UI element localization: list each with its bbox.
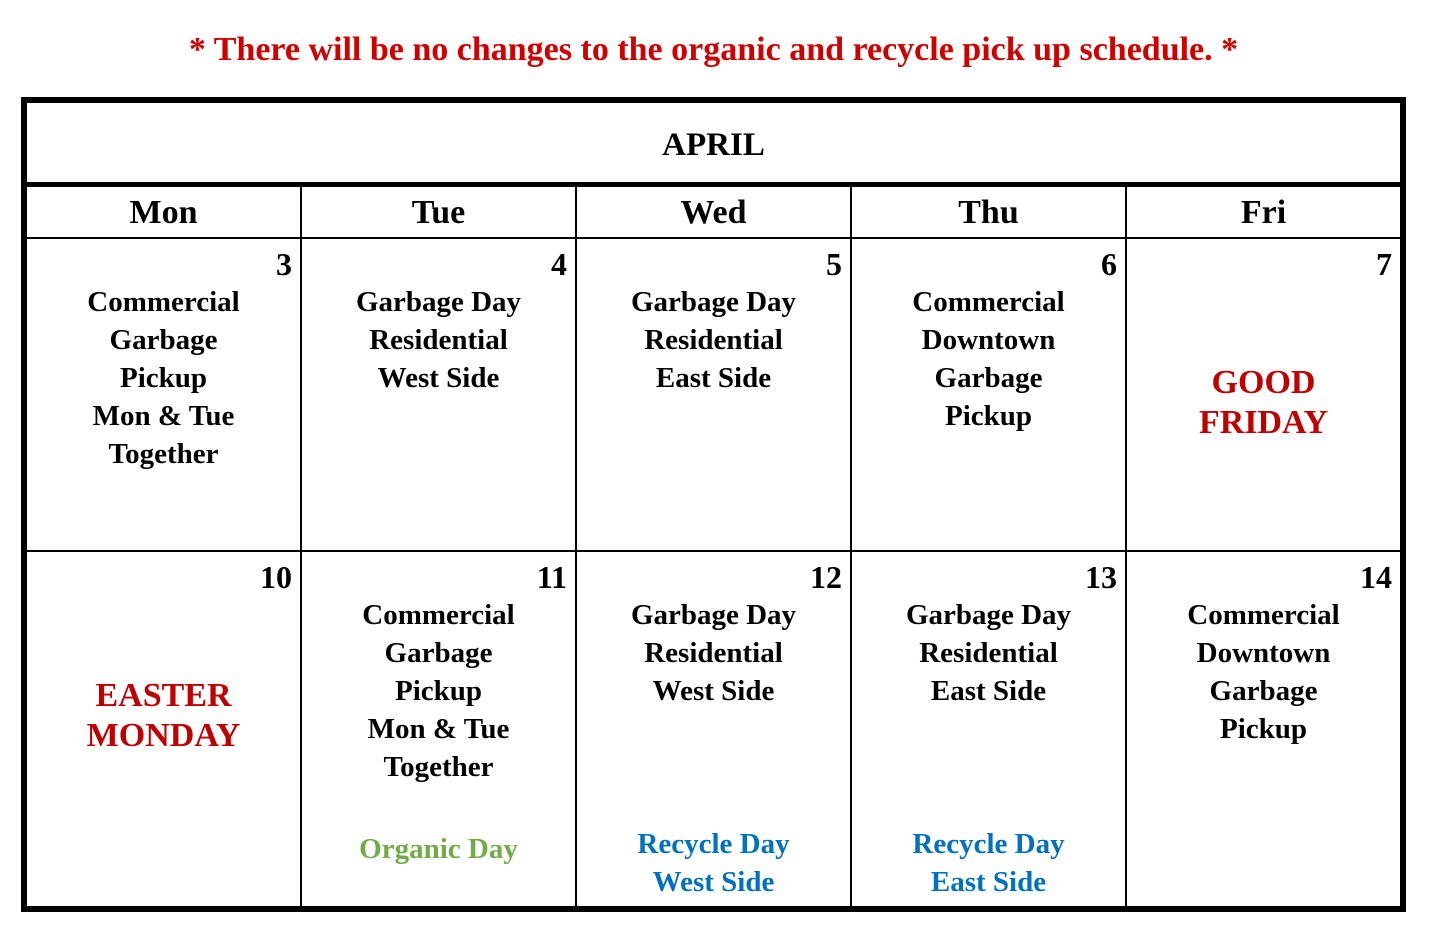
pickup-event (852, 283, 1125, 435)
event-line: Pickup (394, 675, 483, 707)
event-line: Residential (369, 324, 508, 356)
day-cell-11 (302, 552, 577, 906)
holiday-line: MONDAY (86, 717, 241, 754)
event-line: West Side (377, 362, 500, 394)
calendar (21, 97, 1406, 912)
event-line: Garbage Day (355, 286, 522, 318)
event-line: Commercial (87, 286, 240, 318)
weekday-thu: Thu (852, 187, 1127, 237)
event-line: Garbage Day (630, 599, 797, 631)
month-title: APRIL (27, 103, 1400, 187)
event-line: Pickup (119, 362, 208, 394)
date-number: 4 (551, 246, 567, 282)
event-line: Garbage (384, 637, 493, 669)
weekday-mon: Mon (27, 187, 302, 237)
event-line: Downtown (921, 324, 1056, 356)
date-number: 14 (1360, 559, 1392, 595)
event-line: Commercial (362, 599, 515, 631)
event-line: Mon & Tue (367, 713, 510, 745)
recycle-line: West Side (652, 866, 775, 898)
day-cell-4 (302, 239, 577, 550)
event-line: Downtown (1196, 637, 1331, 669)
pickup-event (577, 283, 850, 397)
holiday-label (1127, 363, 1400, 443)
date-number: 11 (536, 559, 567, 595)
day-cell-10 (27, 552, 302, 906)
day-cell-13 (852, 552, 1127, 906)
day-cell-14 (1127, 552, 1400, 906)
holiday-line: EASTER (95, 677, 232, 714)
event-line: Together (108, 438, 219, 470)
date-number: 10 (260, 559, 292, 595)
weekday-wed: Wed (577, 187, 852, 237)
holiday-label (27, 676, 300, 756)
day-cell-3 (27, 239, 302, 550)
holiday-line: FRIDAY (1198, 404, 1329, 441)
recycle-line: East Side (930, 866, 1047, 898)
date-number: 12 (810, 559, 842, 595)
pickup-event (302, 283, 575, 397)
event-line: Together (383, 751, 494, 783)
event-line: Garbage (934, 362, 1043, 394)
event-line: Commercial (912, 286, 1065, 318)
event-line: Garbage (1209, 675, 1318, 707)
weekday-header-row (27, 187, 1400, 239)
day-cell-5 (577, 239, 852, 550)
day-cell-7 (1127, 239, 1400, 550)
date-number: 5 (826, 246, 842, 282)
recycle-line: Recycle Day (912, 828, 1065, 860)
pickup-event (577, 596, 850, 710)
weekday-tue: Tue (302, 187, 577, 237)
event-line: Residential (644, 637, 783, 669)
event-line: Garbage Day (630, 286, 797, 318)
recycle-day-label (577, 825, 850, 901)
event-line: Pickup (944, 400, 1033, 432)
date-number: 3 (276, 246, 292, 282)
day-cell-12 (577, 552, 852, 906)
pickup-event (27, 283, 300, 473)
organic-day-label: Organic Day (359, 833, 518, 865)
holiday-line: GOOD (1211, 364, 1316, 401)
date-number: 6 (1101, 246, 1117, 282)
event-line: Residential (644, 324, 783, 356)
week-row-2 (27, 552, 1400, 906)
event-line: Commercial (1187, 599, 1340, 631)
pickup-event (302, 596, 575, 786)
event-line: Pickup (1219, 713, 1308, 745)
pickup-event (852, 596, 1125, 710)
date-number: 13 (1085, 559, 1117, 595)
recycle-day-label (852, 825, 1125, 901)
event-line: East Side (655, 362, 772, 394)
recycle-line: Recycle Day (637, 828, 790, 860)
week-row-1 (27, 239, 1400, 552)
date-number: 7 (1376, 246, 1392, 282)
schedule-notice: * There will be no changes to the organic and recycle pick up schedule. * (188, 31, 1239, 68)
event-line: Residential (919, 637, 1058, 669)
pickup-event (1127, 596, 1400, 748)
event-line: Mon & Tue (92, 400, 235, 432)
day-cell-6 (852, 239, 1127, 550)
event-line: East Side (930, 675, 1047, 707)
event-line: Garbage Day (905, 599, 1072, 631)
event-line: Garbage (109, 324, 218, 356)
weekday-fri: Fri (1240, 194, 1287, 231)
event-line: West Side (652, 675, 775, 707)
